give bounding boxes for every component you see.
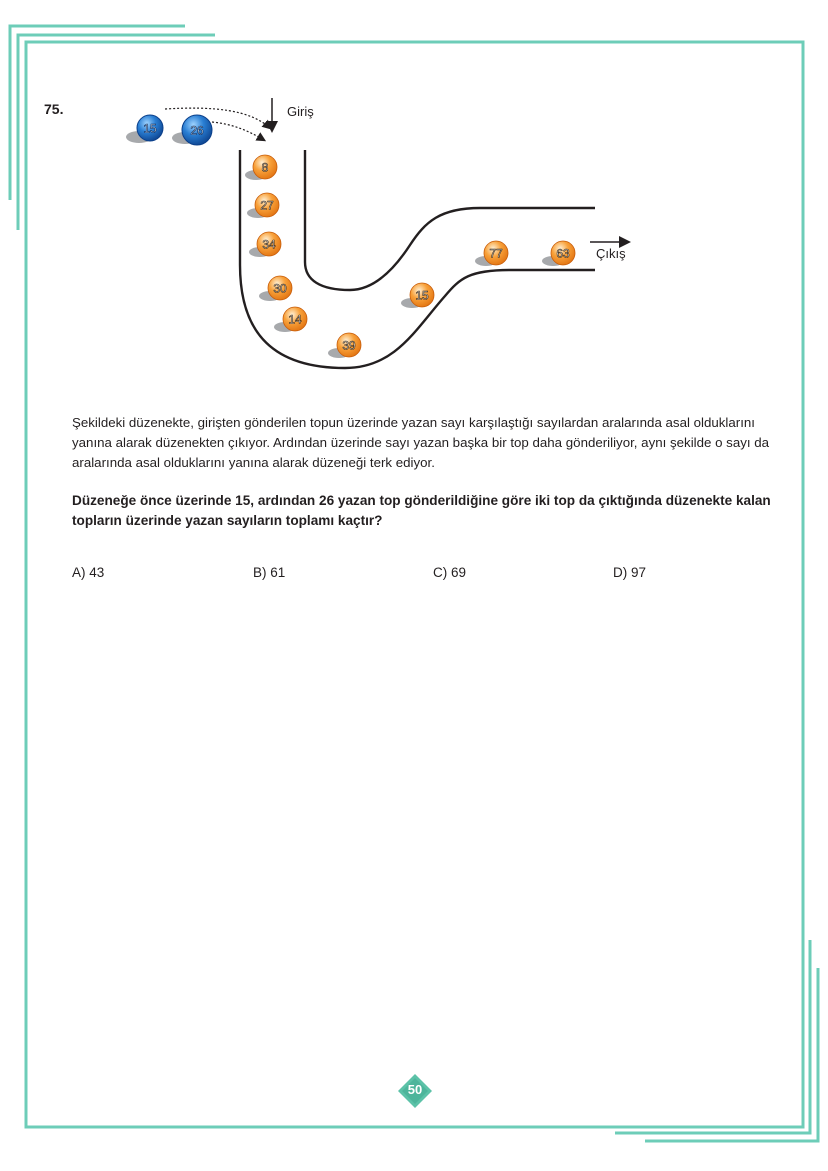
pipe-ball-2-label: 27	[260, 198, 274, 213]
question-prompt: Düzeneğe önce üzerinde 15, ardından 26 yazan top gönderildiğine göre iki top da çıktığında düzenekte kalan topların üzerinde yazan sayıların toplamı kaçtır?	[72, 493, 771, 528]
exit-label: Çıkış	[596, 246, 626, 261]
pipe-ball-4	[259, 276, 292, 301]
option-b[interactable]: B) 61	[253, 565, 286, 580]
question-number: 75.	[44, 101, 64, 117]
pipe-ball-9-label: 63	[556, 246, 570, 261]
option-c[interactable]: C) 69	[433, 565, 467, 580]
pipe-ball-8	[475, 241, 508, 266]
pipe-ball-6	[328, 333, 361, 358]
option-a[interactable]: A) 43	[72, 565, 105, 580]
pipe-ball-3-label: 34	[262, 237, 276, 252]
answer-options	[0, 565, 828, 585]
page-number: 50	[407, 1082, 423, 1097]
pipe-ball-5-label: 14	[288, 312, 302, 327]
pipe-walls	[240, 150, 595, 368]
option-d[interactable]: D) 97	[613, 565, 647, 580]
pipe-ball-5	[274, 307, 307, 332]
incoming-ball-1	[126, 115, 163, 143]
question-paragraph: Şekildeki düzenekte, girişten gönderilen topun üzerinde yazan sayı karşılaştığı sayılardan aralarında asal olduklarını yanına alarak düzenekten çıkıyor. Ardından üzerinde sayı yazan başka bir top daha gönderiliyor, aynı şekilde o sayı da aralarında asal olduklarını yanına alarak düzeneği terk ediyor.	[72, 415, 770, 470]
entry-label: Giriş	[287, 104, 314, 119]
pipe-ball-9	[542, 241, 575, 266]
incoming-ball-2-label: 26	[190, 123, 204, 138]
incoming-ball-2	[172, 115, 212, 145]
pipe-ball-1	[245, 155, 277, 180]
pipe-ball-1-label: 8	[261, 160, 269, 175]
incoming-ball-1-label: 15	[143, 121, 157, 136]
pipe-mechanism-figure	[0, 0, 828, 400]
pipe-ball-2	[247, 193, 279, 218]
pipe-ball-7	[401, 283, 434, 308]
pipe-ball-7-label: 15	[415, 288, 429, 303]
pipe-ball-8-label: 77	[489, 246, 503, 261]
pipe-ball-3	[249, 232, 281, 257]
pipe-ball-4-label: 30	[273, 281, 287, 296]
pipe-ball-6-label: 39	[342, 338, 356, 353]
